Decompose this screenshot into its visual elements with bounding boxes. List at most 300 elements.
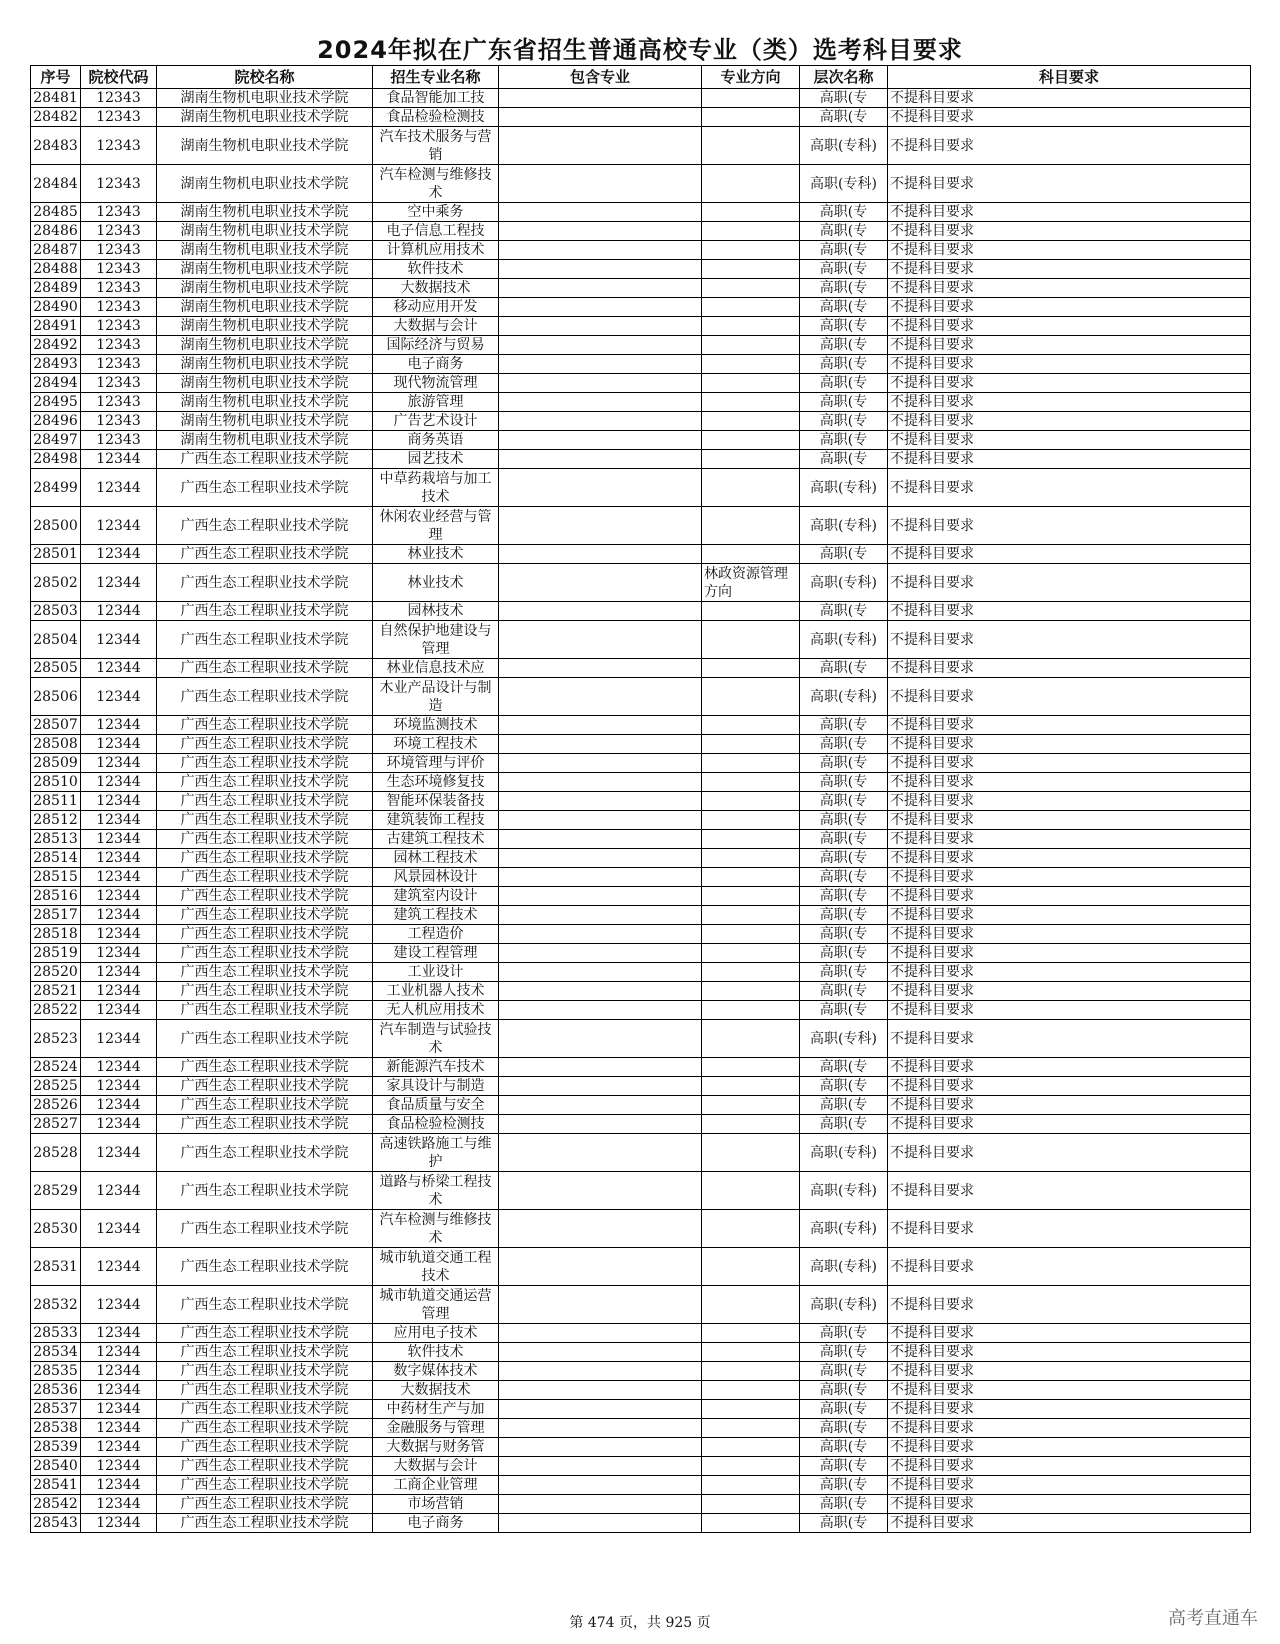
cell-school-code: 12344 bbox=[81, 1286, 157, 1324]
cell-serial: 28519 bbox=[31, 944, 81, 963]
cell-serial: 28541 bbox=[31, 1476, 81, 1495]
cell-subject-requirement: 不提科目要求 bbox=[888, 754, 1251, 773]
cell-school-code: 12343 bbox=[81, 374, 157, 393]
cell-school-code: 12344 bbox=[81, 1077, 157, 1096]
cell-major-name: 食品检验检测技 bbox=[373, 108, 499, 127]
cell-major-name: 汽车检测与维修技术 bbox=[373, 1210, 499, 1248]
cell-subject-requirement: 不提科目要求 bbox=[888, 621, 1251, 659]
cell-school-name: 广西生态工程职业技术学院 bbox=[157, 811, 373, 830]
cell-included-majors bbox=[499, 1362, 702, 1381]
table-row bbox=[31, 811, 1251, 830]
cell-major-name: 建筑工程技术 bbox=[373, 906, 499, 925]
cell-serial: 28527 bbox=[31, 1115, 81, 1134]
table-row bbox=[31, 716, 1251, 735]
cell-major-direction bbox=[702, 222, 800, 241]
table-row bbox=[31, 1058, 1251, 1077]
cell-major-direction bbox=[702, 982, 800, 1001]
cell-school-name: 广西生态工程职业技术学院 bbox=[157, 621, 373, 659]
cell-major-name: 汽车技术服务与营销 bbox=[373, 127, 499, 165]
cell-level: 高职(专科) bbox=[800, 1286, 888, 1324]
cell-school-code: 12344 bbox=[81, 963, 157, 982]
table-header-row bbox=[31, 66, 1251, 89]
cell-major-direction bbox=[702, 735, 800, 754]
cell-level: 高职(专 bbox=[800, 279, 888, 298]
cell-school-name: 广西生态工程职业技术学院 bbox=[157, 602, 373, 621]
cell-serial: 28481 bbox=[31, 89, 81, 108]
table-row bbox=[31, 963, 1251, 982]
cell-serial: 28528 bbox=[31, 1134, 81, 1172]
cell-school-code: 12344 bbox=[81, 716, 157, 735]
cell-serial: 28526 bbox=[31, 1096, 81, 1115]
table-row bbox=[31, 203, 1251, 222]
cell-level: 高职(专 bbox=[800, 1495, 888, 1514]
table-row bbox=[31, 1134, 1251, 1172]
cell-school-name: 广西生态工程职业技术学院 bbox=[157, 963, 373, 982]
brand-watermark: 高考直通车 bbox=[1168, 1608, 1258, 1629]
cell-school-code: 12344 bbox=[81, 906, 157, 925]
table-row bbox=[31, 241, 1251, 260]
cell-major-direction: 林政资源管理方向 bbox=[702, 564, 800, 602]
cell-major-name: 木业产品设计与制造 bbox=[373, 678, 499, 716]
cell-major-direction bbox=[702, 1419, 800, 1438]
cell-school-code: 12343 bbox=[81, 393, 157, 412]
cell-major-direction bbox=[702, 1020, 800, 1058]
cell-included-majors bbox=[499, 735, 702, 754]
cell-major-direction bbox=[702, 963, 800, 982]
cell-serial: 28514 bbox=[31, 849, 81, 868]
cell-school-code: 12343 bbox=[81, 412, 157, 431]
cell-major-direction bbox=[702, 1096, 800, 1115]
cell-major-name: 电子商务 bbox=[373, 355, 499, 374]
cell-subject-requirement: 不提科目要求 bbox=[888, 1343, 1251, 1362]
cell-level: 高职(专科) bbox=[800, 1134, 888, 1172]
cell-school-name: 广西生态工程职业技术学院 bbox=[157, 1115, 373, 1134]
cell-serial: 28517 bbox=[31, 906, 81, 925]
cell-subject-requirement: 不提科目要求 bbox=[888, 1381, 1251, 1400]
cell-included-majors bbox=[499, 621, 702, 659]
cell-included-majors bbox=[499, 1381, 702, 1400]
cell-major-name: 汽车检测与维修技术 bbox=[373, 165, 499, 203]
table-row bbox=[31, 1457, 1251, 1476]
table-row bbox=[31, 355, 1251, 374]
cell-school-code: 12344 bbox=[81, 868, 157, 887]
cell-level: 高职(专 bbox=[800, 203, 888, 222]
cell-serial: 28522 bbox=[31, 1001, 81, 1020]
cell-major-name: 大数据技术 bbox=[373, 1381, 499, 1400]
cell-level: 高职(专 bbox=[800, 1419, 888, 1438]
cell-school-code: 12344 bbox=[81, 1400, 157, 1419]
cell-included-majors bbox=[499, 1343, 702, 1362]
cell-school-code: 12344 bbox=[81, 450, 157, 469]
cell-serial: 28496 bbox=[31, 412, 81, 431]
table-row bbox=[31, 868, 1251, 887]
cell-school-name: 广西生态工程职业技术学院 bbox=[157, 1362, 373, 1381]
header-school-name: 院校名称 bbox=[157, 66, 373, 89]
cell-school-code: 12344 bbox=[81, 830, 157, 849]
cell-included-majors bbox=[499, 1400, 702, 1419]
cell-major-name: 电子信息工程技 bbox=[373, 222, 499, 241]
page-title: 2024年拟在广东省招生普通高校专业（类）选考科目要求 bbox=[317, 36, 963, 64]
cell-subject-requirement: 不提科目要求 bbox=[888, 545, 1251, 564]
cell-school-name: 广西生态工程职业技术学院 bbox=[157, 659, 373, 678]
cell-included-majors bbox=[499, 298, 702, 317]
cell-major-direction bbox=[702, 925, 800, 944]
cell-school-code: 12343 bbox=[81, 127, 157, 165]
cell-school-code: 12344 bbox=[81, 1058, 157, 1077]
table-row bbox=[31, 925, 1251, 944]
cell-subject-requirement: 不提科目要求 bbox=[888, 1514, 1251, 1533]
cell-included-majors bbox=[499, 906, 702, 925]
cell-school-code: 12344 bbox=[81, 602, 157, 621]
cell-serial: 28504 bbox=[31, 621, 81, 659]
cell-school-code: 12344 bbox=[81, 659, 157, 678]
table-row bbox=[31, 89, 1251, 108]
cell-school-name: 湖南生物机电职业技术学院 bbox=[157, 260, 373, 279]
cell-school-code: 12343 bbox=[81, 317, 157, 336]
cell-major-name: 园林技术 bbox=[373, 602, 499, 621]
cell-level: 高职(专 bbox=[800, 260, 888, 279]
table-row bbox=[31, 1381, 1251, 1400]
cell-school-code: 12344 bbox=[81, 1514, 157, 1533]
table-row bbox=[31, 1495, 1251, 1514]
cell-subject-requirement: 不提科目要求 bbox=[888, 165, 1251, 203]
cell-level: 高职(专 bbox=[800, 1438, 888, 1457]
cell-serial: 28534 bbox=[31, 1343, 81, 1362]
cell-level: 高职(专 bbox=[800, 1058, 888, 1077]
cell-included-majors bbox=[499, 1514, 702, 1533]
cell-subject-requirement: 不提科目要求 bbox=[888, 317, 1251, 336]
cell-included-majors bbox=[499, 279, 702, 298]
cell-included-majors bbox=[499, 754, 702, 773]
cell-school-name: 广西生态工程职业技术学院 bbox=[157, 1020, 373, 1058]
cell-subject-requirement: 不提科目要求 bbox=[888, 1419, 1251, 1438]
table-row bbox=[31, 849, 1251, 868]
cell-level: 高职(专 bbox=[800, 1457, 888, 1476]
cell-school-code: 12344 bbox=[81, 982, 157, 1001]
cell-major-direction bbox=[702, 1210, 800, 1248]
cell-school-code: 12344 bbox=[81, 735, 157, 754]
cell-subject-requirement: 不提科目要求 bbox=[888, 982, 1251, 1001]
cell-level: 高职(专 bbox=[800, 336, 888, 355]
cell-serial: 28485 bbox=[31, 203, 81, 222]
cell-level: 高职(专科) bbox=[800, 1210, 888, 1248]
cell-level: 高职(专 bbox=[800, 374, 888, 393]
cell-included-majors bbox=[499, 260, 702, 279]
cell-school-code: 12343 bbox=[81, 279, 157, 298]
cell-subject-requirement: 不提科目要求 bbox=[888, 906, 1251, 925]
cell-serial: 28533 bbox=[31, 1324, 81, 1343]
cell-school-name: 湖南生物机电职业技术学院 bbox=[157, 89, 373, 108]
cell-included-majors bbox=[499, 336, 702, 355]
cell-subject-requirement: 不提科目要求 bbox=[888, 1096, 1251, 1115]
cell-major-direction bbox=[702, 469, 800, 507]
cell-major-direction bbox=[702, 754, 800, 773]
cell-level: 高职(专科) bbox=[800, 621, 888, 659]
cell-major-direction bbox=[702, 1438, 800, 1457]
cell-subject-requirement: 不提科目要求 bbox=[888, 431, 1251, 450]
cell-serial: 28491 bbox=[31, 317, 81, 336]
cell-school-name: 广西生态工程职业技术学院 bbox=[157, 1324, 373, 1343]
table-row bbox=[31, 564, 1251, 602]
cell-serial: 28520 bbox=[31, 963, 81, 982]
table-row bbox=[31, 393, 1251, 412]
cell-major-name: 林业技术 bbox=[373, 545, 499, 564]
cell-school-code: 12344 bbox=[81, 1324, 157, 1343]
table-row bbox=[31, 678, 1251, 716]
cell-major-name: 智能环保装备技 bbox=[373, 792, 499, 811]
cell-major-name: 食品质量与安全 bbox=[373, 1096, 499, 1115]
cell-school-code: 12343 bbox=[81, 165, 157, 203]
cell-subject-requirement: 不提科目要求 bbox=[888, 773, 1251, 792]
cell-major-name: 园艺技术 bbox=[373, 450, 499, 469]
cell-subject-requirement: 不提科目要求 bbox=[888, 849, 1251, 868]
table-row bbox=[31, 887, 1251, 906]
cell-major-direction bbox=[702, 374, 800, 393]
cell-major-name: 建筑装饰工程技 bbox=[373, 811, 499, 830]
cell-subject-requirement: 不提科目要求 bbox=[888, 1020, 1251, 1058]
cell-level: 高职(专科) bbox=[800, 469, 888, 507]
cell-level: 高职(专 bbox=[800, 241, 888, 260]
cell-serial: 28536 bbox=[31, 1381, 81, 1400]
cell-school-name: 广西生态工程职业技术学院 bbox=[157, 564, 373, 602]
cell-major-direction bbox=[702, 906, 800, 925]
cell-serial: 28499 bbox=[31, 469, 81, 507]
cell-level: 高职(专 bbox=[800, 906, 888, 925]
cell-major-direction bbox=[702, 241, 800, 260]
table-row bbox=[31, 108, 1251, 127]
cell-school-name: 广西生态工程职业技术学院 bbox=[157, 1495, 373, 1514]
cell-level: 高职(专 bbox=[800, 1362, 888, 1381]
cell-serial: 28506 bbox=[31, 678, 81, 716]
cell-major-name: 计算机应用技术 bbox=[373, 241, 499, 260]
cell-school-name: 广西生态工程职业技术学院 bbox=[157, 1210, 373, 1248]
cell-major-name: 国际经济与贸易 bbox=[373, 336, 499, 355]
cell-subject-requirement: 不提科目要求 bbox=[888, 1457, 1251, 1476]
cell-school-code: 12344 bbox=[81, 1134, 157, 1172]
cell-serial: 28525 bbox=[31, 1077, 81, 1096]
cell-serial: 28538 bbox=[31, 1419, 81, 1438]
cell-subject-requirement: 不提科目要求 bbox=[888, 507, 1251, 545]
cell-school-code: 12344 bbox=[81, 621, 157, 659]
cell-serial: 28537 bbox=[31, 1400, 81, 1419]
table-row bbox=[31, 507, 1251, 545]
cell-major-direction bbox=[702, 279, 800, 298]
cell-major-direction bbox=[702, 545, 800, 564]
cell-major-name: 园林工程技术 bbox=[373, 849, 499, 868]
table-row bbox=[31, 450, 1251, 469]
table-row bbox=[31, 1210, 1251, 1248]
cell-major-name: 休闲农业经营与管理 bbox=[373, 507, 499, 545]
cell-major-direction bbox=[702, 1324, 800, 1343]
table-row bbox=[31, 982, 1251, 1001]
table-row bbox=[31, 1172, 1251, 1210]
table-row bbox=[31, 1400, 1251, 1419]
cell-major-name: 食品检验检测技 bbox=[373, 1115, 499, 1134]
cell-subject-requirement: 不提科目要求 bbox=[888, 1362, 1251, 1381]
cell-included-majors bbox=[499, 849, 702, 868]
cell-serial: 28490 bbox=[31, 298, 81, 317]
cell-school-code: 12343 bbox=[81, 355, 157, 374]
cell-school-name: 广西生态工程职业技术学院 bbox=[157, 1172, 373, 1210]
cell-included-majors bbox=[499, 203, 702, 222]
cell-subject-requirement: 不提科目要求 bbox=[888, 222, 1251, 241]
cell-major-direction bbox=[702, 165, 800, 203]
cell-major-name: 广告艺术设计 bbox=[373, 412, 499, 431]
cell-included-majors bbox=[499, 1020, 702, 1058]
cell-major-name: 金融服务与管理 bbox=[373, 1419, 499, 1438]
cell-serial: 28523 bbox=[31, 1020, 81, 1058]
cell-school-name: 广西生态工程职业技术学院 bbox=[157, 1400, 373, 1419]
cell-level: 高职(专 bbox=[800, 1343, 888, 1362]
table-row bbox=[31, 1115, 1251, 1134]
cell-major-name: 无人机应用技术 bbox=[373, 1001, 499, 1020]
cell-school-name: 湖南生物机电职业技术学院 bbox=[157, 279, 373, 298]
table-row bbox=[31, 1514, 1251, 1533]
cell-included-majors bbox=[499, 1495, 702, 1514]
cell-level: 高职(专 bbox=[800, 735, 888, 754]
cell-subject-requirement: 不提科目要求 bbox=[888, 1248, 1251, 1286]
table-row bbox=[31, 1248, 1251, 1286]
cell-level: 高职(专 bbox=[800, 1324, 888, 1343]
cell-subject-requirement: 不提科目要求 bbox=[888, 1324, 1251, 1343]
cell-school-name: 广西生态工程职业技术学院 bbox=[157, 678, 373, 716]
cell-subject-requirement: 不提科目要求 bbox=[888, 298, 1251, 317]
cell-major-name: 城市轨道交通运营管理 bbox=[373, 1286, 499, 1324]
cell-level: 高职(专科) bbox=[800, 165, 888, 203]
cell-school-name: 广西生态工程职业技术学院 bbox=[157, 1001, 373, 1020]
cell-level: 高职(专 bbox=[800, 925, 888, 944]
cell-major-name: 风景园林设计 bbox=[373, 868, 499, 887]
cell-major-direction bbox=[702, 127, 800, 165]
cell-major-name: 数字媒体技术 bbox=[373, 1362, 499, 1381]
cell-school-name: 广西生态工程职业技术学院 bbox=[157, 925, 373, 944]
cell-major-name: 商务英语 bbox=[373, 431, 499, 450]
cell-major-name: 城市轨道交通工程技术 bbox=[373, 1248, 499, 1286]
cell-level: 高职(专 bbox=[800, 1381, 888, 1400]
cell-school-code: 12344 bbox=[81, 678, 157, 716]
cell-subject-requirement: 不提科目要求 bbox=[888, 1172, 1251, 1210]
cell-included-majors bbox=[499, 982, 702, 1001]
cell-school-code: 12344 bbox=[81, 469, 157, 507]
cell-subject-requirement: 不提科目要求 bbox=[888, 659, 1251, 678]
cell-major-direction bbox=[702, 830, 800, 849]
cell-subject-requirement: 不提科目要求 bbox=[888, 469, 1251, 507]
cell-subject-requirement: 不提科目要求 bbox=[888, 1476, 1251, 1495]
cell-school-name: 湖南生物机电职业技术学院 bbox=[157, 355, 373, 374]
cell-major-direction bbox=[702, 678, 800, 716]
cell-level: 高职(专 bbox=[800, 792, 888, 811]
cell-major-direction bbox=[702, 431, 800, 450]
cell-major-name: 软件技术 bbox=[373, 1343, 499, 1362]
subject-requirements-table bbox=[30, 65, 1251, 1533]
cell-serial: 28489 bbox=[31, 279, 81, 298]
cell-school-code: 12344 bbox=[81, 1438, 157, 1457]
cell-included-majors bbox=[499, 1438, 702, 1457]
cell-major-direction bbox=[702, 811, 800, 830]
cell-serial: 28543 bbox=[31, 1514, 81, 1533]
table-row bbox=[31, 792, 1251, 811]
header-serial: 序号 bbox=[31, 66, 81, 89]
cell-school-code: 12344 bbox=[81, 1495, 157, 1514]
cell-subject-requirement: 不提科目要求 bbox=[888, 1400, 1251, 1419]
cell-school-name: 广西生态工程职业技术学院 bbox=[157, 773, 373, 792]
cell-serial: 28540 bbox=[31, 1457, 81, 1476]
cell-subject-requirement: 不提科目要求 bbox=[888, 260, 1251, 279]
cell-major-name: 环境工程技术 bbox=[373, 735, 499, 754]
cell-major-name: 古建筑工程技术 bbox=[373, 830, 499, 849]
cell-subject-requirement: 不提科目要求 bbox=[888, 887, 1251, 906]
table-row bbox=[31, 621, 1251, 659]
cell-school-name: 广西生态工程职业技术学院 bbox=[157, 754, 373, 773]
cell-major-direction bbox=[702, 773, 800, 792]
cell-major-name: 应用电子技术 bbox=[373, 1324, 499, 1343]
cell-level: 高职(专 bbox=[800, 89, 888, 108]
cell-major-direction bbox=[702, 298, 800, 317]
table-row bbox=[31, 412, 1251, 431]
cell-included-majors bbox=[499, 317, 702, 336]
cell-serial: 28502 bbox=[31, 564, 81, 602]
cell-major-direction bbox=[702, 1248, 800, 1286]
cell-included-majors bbox=[499, 1324, 702, 1343]
cell-subject-requirement: 不提科目要求 bbox=[888, 450, 1251, 469]
cell-school-code: 12343 bbox=[81, 336, 157, 355]
cell-serial: 28521 bbox=[31, 982, 81, 1001]
cell-major-name: 道路与桥梁工程技术 bbox=[373, 1172, 499, 1210]
cell-level: 高职(专科) bbox=[800, 564, 888, 602]
cell-subject-requirement: 不提科目要求 bbox=[888, 1495, 1251, 1514]
cell-major-direction bbox=[702, 507, 800, 545]
cell-school-code: 12344 bbox=[81, 1210, 157, 1248]
table-row bbox=[31, 1286, 1251, 1324]
cell-major-direction bbox=[702, 108, 800, 127]
cell-major-name: 新能源汽车技术 bbox=[373, 1058, 499, 1077]
table-row bbox=[31, 1343, 1251, 1362]
cell-major-name: 环境管理与评价 bbox=[373, 754, 499, 773]
cell-included-majors bbox=[499, 450, 702, 469]
cell-school-name: 广西生态工程职业技术学院 bbox=[157, 1438, 373, 1457]
cell-serial: 28539 bbox=[31, 1438, 81, 1457]
cell-school-code: 12344 bbox=[81, 1115, 157, 1134]
table-row bbox=[31, 754, 1251, 773]
cell-major-direction bbox=[702, 716, 800, 735]
cell-school-name: 广西生态工程职业技术学院 bbox=[157, 469, 373, 507]
cell-school-name: 广西生态工程职业技术学院 bbox=[157, 507, 373, 545]
cell-school-name: 湖南生物机电职业技术学院 bbox=[157, 127, 373, 165]
cell-subject-requirement: 不提科目要求 bbox=[888, 735, 1251, 754]
cell-included-majors bbox=[499, 1476, 702, 1495]
cell-major-direction bbox=[702, 659, 800, 678]
cell-major-direction bbox=[702, 944, 800, 963]
cell-included-majors bbox=[499, 469, 702, 507]
cell-level: 高职(专 bbox=[800, 545, 888, 564]
cell-subject-requirement: 不提科目要求 bbox=[888, 925, 1251, 944]
cell-school-code: 12344 bbox=[81, 1476, 157, 1495]
cell-major-direction bbox=[702, 792, 800, 811]
cell-subject-requirement: 不提科目要求 bbox=[888, 944, 1251, 963]
cell-major-direction bbox=[702, 1077, 800, 1096]
cell-major-name: 工业设计 bbox=[373, 963, 499, 982]
cell-subject-requirement: 不提科目要求 bbox=[888, 716, 1251, 735]
cell-serial: 28495 bbox=[31, 393, 81, 412]
table-row bbox=[31, 1324, 1251, 1343]
cell-major-name: 移动应用开发 bbox=[373, 298, 499, 317]
cell-school-code: 12343 bbox=[81, 298, 157, 317]
cell-major-direction bbox=[702, 1001, 800, 1020]
table-row bbox=[31, 165, 1251, 203]
cell-major-name: 软件技术 bbox=[373, 260, 499, 279]
cell-subject-requirement: 不提科目要求 bbox=[888, 279, 1251, 298]
cell-serial: 28518 bbox=[31, 925, 81, 944]
